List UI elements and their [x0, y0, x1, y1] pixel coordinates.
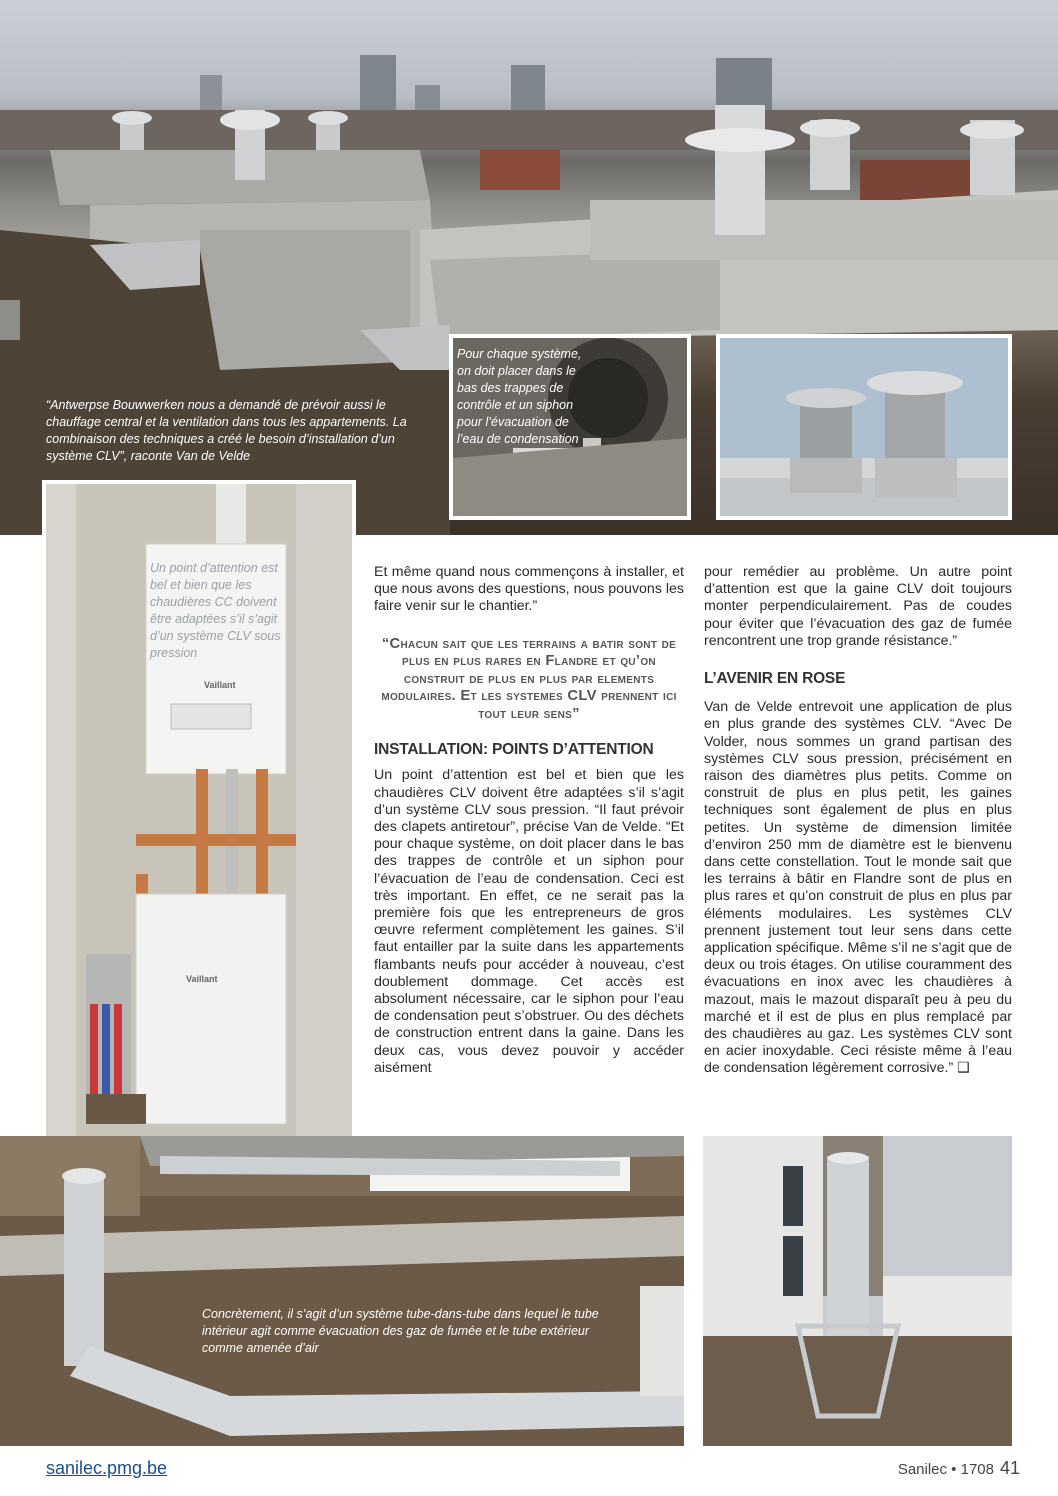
boiler-caption: Un point d’attention est bel et bien que les chaudières CC doivent être adaptées s’il s’agit d’un système CLV sous pression [150, 561, 281, 660]
column-2-intro: pour remédier au problème. Un autre point d’attention est que la gaine CLV doit toujours monter perpendiculairement. Pas de coudes pour éviter que l’évacuation des gaz de fumée rencontrent une trop grande résistance.” [704, 564, 1012, 649]
boiler-photo [42, 480, 356, 1147]
column-2 [704, 564, 1012, 1078]
section-heading-avenir: L’AVENIR EN ROSE [704, 670, 846, 688]
boiler-brand-label: Vaillant [204, 680, 236, 690]
end-mark: ❑ [957, 1060, 970, 1077]
hero-caption: “Antwerpse Bouwwerken nous a demandé de prévoir aussi le chauffage central et la ventilation dans tous les appartements. La combinaison des techniques a créé le besoin d’installation d’un système CLV”, raconte Van de Velde [46, 398, 407, 463]
section-heading-installation: INSTALLATION: POINTS D’ATTENTION [374, 741, 654, 759]
column-1-intro: Et même quand nous commençons à installer, et que nous avons des questions, nous pouvons les faire venir sur le chantier.” [374, 564, 684, 615]
column-1 [374, 564, 684, 1077]
footer-url-link[interactable]: sanilec.pmg.be [46, 1458, 168, 1478]
footer-page-info [898, 1458, 1020, 1479]
roof-pipe-photo [0, 1136, 684, 1446]
footer-magazine: Sanilec • 1708 [897, 1461, 994, 1478]
column-2-body: Van de Velde entrevoit une application de plus en plus grande des systèmes CLV. “Avec De Volder, nous sommes un grand partisan des systèmes CLV sous pression, précisément en raison des diamètres plus petits. Comme on construit de plus en plus petit, les gaines techniques sont également de plus en plus petites. Un système de dimension limitée d’environ 250 mm de diamètre est le bienvenu dans cette constellation. Tout le monde sait que les terrains à bâtir en Flandre sont de plus en plus rares et qu’on construit de plus en plus par éléments modulaires. Les systèmes CLV prennent justement tout leur sens dans cette application spécifique. Même s’il ne s’agit que de deux ou trois étages. On utilise couramment des évacuations en inox avec les chaudières à mazout, mais le mazout disparaît peu à peu du marché et il est de plus en plus remplacé par des chaudières au gaz. Les systèmes CLV sont en acier inoxydable. Ceci résiste même à l’eau de condensation légèrement corrosive.” [704, 699, 1012, 1077]
siphon-caption: Pour chaque système, on doit placer dans le bas des trappes de contrôle et un siphon pour l’évacuation de l’eau de condensation [457, 347, 582, 446]
column-1-body: Un point d’attention est bel et bien que les chaudières CLV doivent être adaptées s’il s’agit d’un système CLV sous pression. “Il faut prévoir des clapets antiretour”, précise Van de Velde. “Et pour chaque système, on doit placer dans le bas des trappes de contrôle et un siphon pour l’évacuation de l’eau de condensation. Ceci est très important. En effet, ce ne serait pas la première fois que les entrepreneurs de gros œuvre referment complètement les gaines. S’il faut entailler par la suite dans les appartements flambants neufs pour accéder à nouveau, c’est doublement dommage. Cet accès est absolument nécessaire, car le siphon pour l’eau de condensation peut s’obstruer. Ou des déchets de construction entrent dans la gaine. Dans les deux cas, vous devez pouvoir y accéder aisément [374, 767, 684, 1076]
chimney-caps-photo [716, 334, 1012, 520]
siphon-photo [449, 334, 691, 520]
roof-pipe-caption: Concrètement, il s’agit d’un système tube-dans-tube dans lequel le tube intérieur agit comme évacuation des gaz de fumée et le tube extérieur comme amenée d’air [202, 1307, 599, 1355]
standing-chimney-photo [703, 1136, 1012, 1446]
tank-brand-label: Vaillant [186, 974, 218, 984]
page-number: 41 [999, 1458, 1020, 1478]
pull-quote: “Chacun sait que les terrains a batir sont de plus en plus rares en Flandre et qu’on construit de plus en plus par elements modulaires. Et les systemes CLV prennent ici tout leur sens” [381, 635, 677, 722]
